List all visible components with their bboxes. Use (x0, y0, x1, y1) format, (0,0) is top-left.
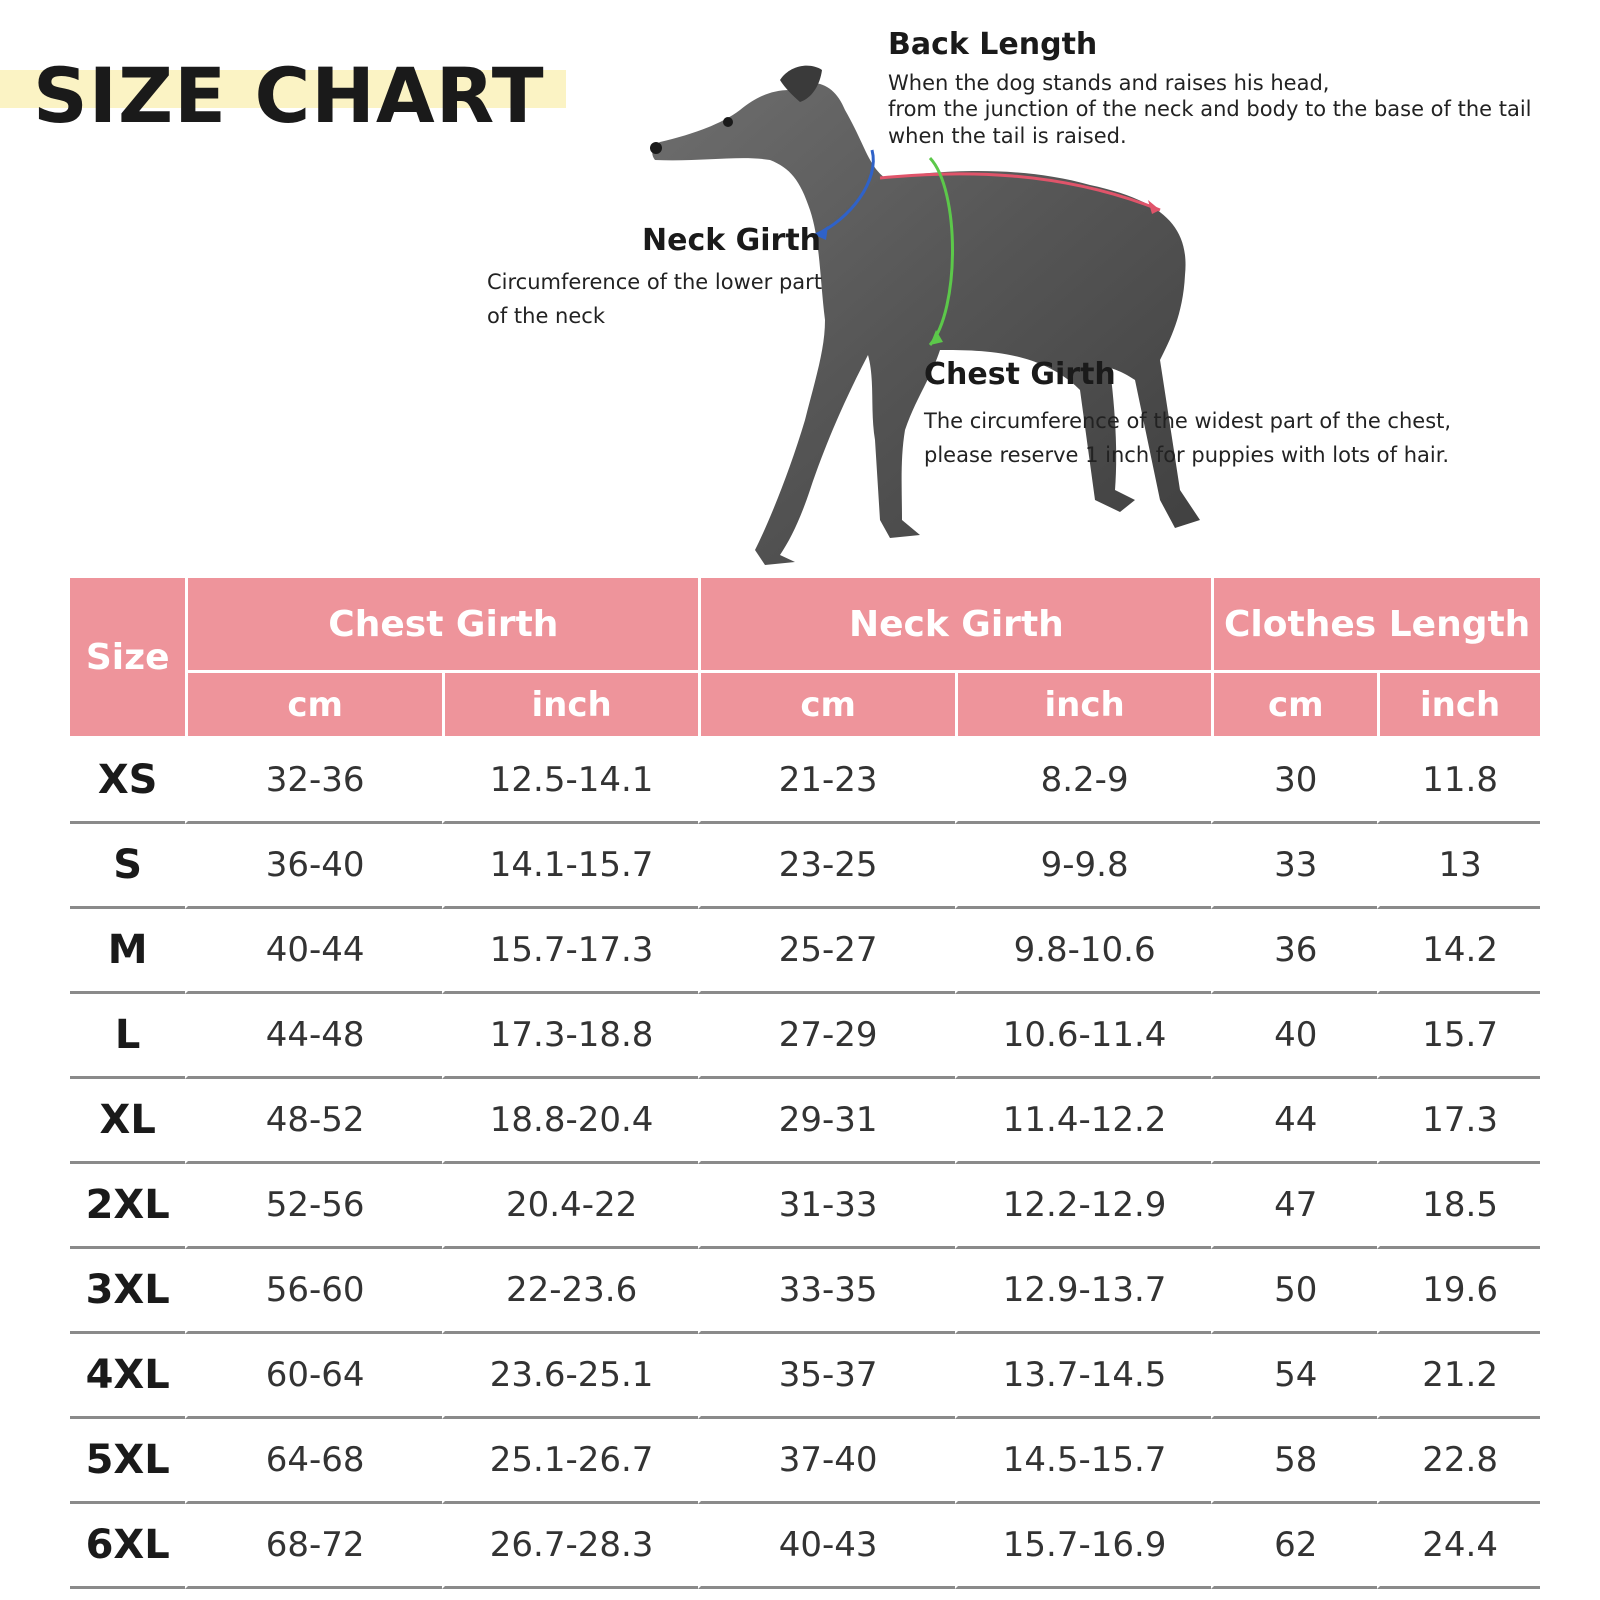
size-cell: 5XL (70, 1419, 185, 1504)
table-cell: 21.2 (1377, 1334, 1540, 1419)
table-cell: 12.2-12.9 (955, 1164, 1212, 1249)
table-cell: 18.8-20.4 (442, 1079, 699, 1164)
table-cell: 40-43 (698, 1504, 955, 1589)
chest-girth-heading: Chest Girth (924, 357, 1116, 392)
table-cell: 40-44 (185, 909, 442, 994)
table-cell: 23.6-25.1 (442, 1334, 699, 1419)
table-cell: 64-68 (185, 1419, 442, 1504)
table-cell: 29-31 (698, 1079, 955, 1164)
table-row (70, 1164, 1540, 1249)
table-cell: 52-56 (185, 1164, 442, 1249)
table-cell: 9.8-10.6 (955, 909, 1212, 994)
table-cell: 31-33 (698, 1164, 955, 1249)
table-cell: 15.7 (1377, 994, 1540, 1079)
neck-girth-heading: Neck Girth (642, 223, 822, 258)
table-cell: 33 (1211, 824, 1377, 909)
table-cell: 40 (1211, 994, 1377, 1079)
table-cell: 36 (1211, 909, 1377, 994)
table-cell: 19.6 (1377, 1249, 1540, 1334)
table-cell: 18.5 (1377, 1164, 1540, 1249)
title-block (0, 40, 580, 150)
table-row (70, 1334, 1540, 1419)
table-row (70, 994, 1540, 1079)
back-length-heading: Back Length (888, 27, 1098, 62)
unit-header: cm (1211, 673, 1377, 739)
table-cell: 13 (1377, 824, 1540, 909)
table-cell: 22-23.6 (442, 1249, 699, 1334)
table-cell: 25-27 (698, 909, 955, 994)
table-cell: 10.6-11.4 (955, 994, 1212, 1079)
size-cell: M (70, 909, 185, 994)
table-row (70, 1419, 1540, 1504)
unit-header: cm (185, 673, 442, 739)
table-row (70, 824, 1540, 909)
table-cell: 58 (1211, 1419, 1377, 1504)
size-cell: 4XL (70, 1334, 185, 1419)
table-cell: 23-25 (698, 824, 955, 909)
table-cell: 8.2-9 (955, 739, 1212, 824)
table-cell: 12.9-13.7 (955, 1249, 1212, 1334)
back-length-line: When the dog stands and raises his head, (888, 71, 1330, 95)
table-cell: 54 (1211, 1334, 1377, 1419)
table-row (70, 1079, 1540, 1164)
table-cell: 33-35 (698, 1249, 955, 1334)
table-cell: 37-40 (698, 1419, 955, 1504)
table-cell: 13.7-14.5 (955, 1334, 1212, 1419)
table-cell: 35-37 (698, 1334, 955, 1419)
page-title: SIZE CHART (33, 51, 545, 140)
table-cell: 44 (1211, 1079, 1377, 1164)
chest-girth-line: The circumference of the widest part of the chest, (924, 409, 1452, 433)
table-cell: 47 (1211, 1164, 1377, 1249)
size-cell: XS (70, 739, 185, 824)
table-cell: 36-40 (185, 824, 442, 909)
size-table-body (70, 739, 1540, 1589)
size-cell: XL (70, 1079, 185, 1164)
unit-header: cm (698, 673, 955, 739)
neck-girth-line: Circumference of the lower part (487, 270, 823, 294)
table-cell: 11.8 (1377, 739, 1540, 824)
size-cell: 2XL (70, 1164, 185, 1249)
back-length-line: when the tail is raised. (888, 123, 1127, 148)
table-row (70, 909, 1540, 994)
table-cell: 17.3-18.8 (442, 994, 699, 1079)
clothes-length-column-header: Clothes Length (1211, 578, 1540, 673)
table-unit-header-row (70, 673, 1540, 739)
table-cell: 50 (1211, 1249, 1377, 1334)
table-cell: 11.4-12.2 (955, 1079, 1212, 1164)
table-cell: 14.1-15.7 (442, 824, 699, 909)
table-cell: 27-29 (698, 994, 955, 1079)
table-cell: 9-9.8 (955, 824, 1212, 909)
table-cell: 22.8 (1377, 1419, 1540, 1504)
table-cell: 15.7-16.9 (955, 1504, 1212, 1589)
neck-girth-column-header: Neck Girth (698, 578, 1211, 673)
table-cell: 48-52 (185, 1079, 442, 1164)
back-length-description (888, 70, 1532, 149)
table-row (70, 1504, 1540, 1589)
table-cell: 24.4 (1377, 1504, 1540, 1589)
size-cell: S (70, 824, 185, 909)
table-cell: 25.1-26.7 (442, 1419, 699, 1504)
table-cell: 30 (1211, 739, 1377, 824)
back-length-line: from the junction of the neck and body to the base of the tail (888, 97, 1532, 122)
size-column-header: Size (70, 578, 185, 739)
table-cell: 14.5-15.7 (955, 1419, 1212, 1504)
neck-girth-description (487, 266, 822, 333)
table-cell: 32-36 (185, 739, 442, 824)
table-cell: 68-72 (185, 1504, 442, 1589)
size-cell: L (70, 994, 185, 1079)
unit-header: inch (442, 673, 699, 739)
unit-header: inch (955, 673, 1212, 739)
size-table (70, 578, 1540, 1589)
table-cell: 62 (1211, 1504, 1377, 1589)
chest-girth-description (924, 405, 1451, 472)
table-cell: 56-60 (185, 1249, 442, 1334)
table-cell: 60-64 (185, 1334, 442, 1419)
table-cell: 26.7-28.3 (442, 1504, 699, 1589)
table-cell: 21-23 (698, 739, 955, 824)
table-row (70, 739, 1540, 824)
size-cell: 3XL (70, 1249, 185, 1334)
table-group-header-row (70, 578, 1540, 673)
table-cell: 20.4-22 (442, 1164, 699, 1249)
chest-girth-line: please reserve 1 inch for puppies with lots of hair. (924, 442, 1450, 467)
size-table-container (70, 578, 1540, 1589)
unit-header: inch (1377, 673, 1540, 739)
table-cell: 12.5-14.1 (442, 739, 699, 824)
neck-girth-line: of the neck (487, 303, 605, 328)
table-cell: 14.2 (1377, 909, 1540, 994)
size-cell: 6XL (70, 1504, 185, 1589)
table-row (70, 1249, 1540, 1334)
chest-girth-column-header: Chest Girth (185, 578, 698, 673)
table-cell: 15.7-17.3 (442, 909, 699, 994)
table-cell: 44-48 (185, 994, 442, 1079)
table-cell: 17.3 (1377, 1079, 1540, 1164)
